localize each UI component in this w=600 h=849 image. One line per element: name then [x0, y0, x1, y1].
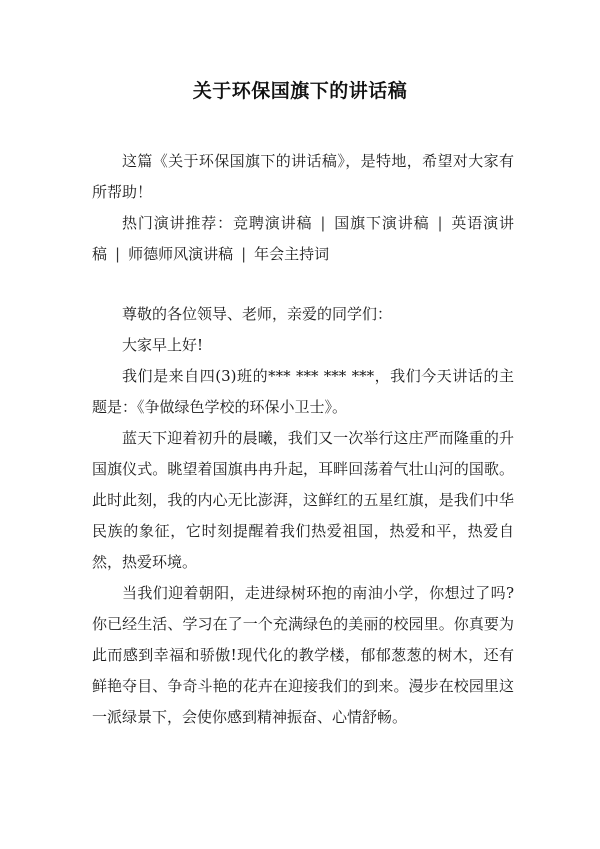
intro-paragraph: 这篇《关于环保国旗下的讲话稿》，是特地，希望对大家有所帮助！ [92, 152, 514, 201]
topic-paragraph: 我们是来自四(3)班的*** *** *** ***，我们今天讲话的主题是：《争做绿色学校的环保小卫士》。 [92, 367, 514, 416]
recommend-link-annual-host[interactable]: 年会主持词 [254, 245, 330, 263]
campus-paragraph: 当我们迎着朝阳，走进绿树环抱的南油小学，你想过了吗?你已经生活、学习在了一个充满绿色的美丽的校园里。你真要为此而感到幸福和骄傲!现代化的教学楼，郁郁葱葱的树木，还有鲜艳夺目、争奇斗艳的花卉在迎接我们的到来。漫步在校园里这一派绿景下，会使你感到精神振奋、心情舒畅。 [92, 584, 514, 726]
recommend-separator: | [437, 214, 443, 232]
recommend-link-english-speech[interactable]: 英语演讲稿 [92, 214, 514, 263]
salutation-paragraph: 尊敬的各位领导、老师，亲爱的同学们： [122, 305, 393, 323]
greeting-paragraph: 大家早上好! [122, 336, 204, 354]
recommend-link-competition[interactable]: 竞聘演讲稿 [233, 214, 313, 232]
recommend-separator: | [320, 214, 326, 232]
recommend-line [92, 208, 514, 270]
recommend-separator: | [115, 245, 121, 263]
document-body [92, 146, 514, 733]
recommend-link-flag-speech[interactable]: 国旗下演讲稿 [333, 214, 430, 232]
flag-ceremony-paragraph: 蓝天下迎着初升的晨曦，我们又一次举行这庄严而隆重的升国旗仪式。眺望着国旗冉冉升起，耳畔回荡着气壮山河的国歌。此时此刻，我的内心无比澎湃，这鲜红的五星红旗，是我们中华民族的象征，它时刻提醒着我们热爱祖国，热爱和平，热爱自然，热爱环境。 [92, 429, 514, 571]
document-title: 关于环保国旗下的讲话稿 [192, 80, 408, 102]
recommend-separator: | [241, 245, 247, 263]
recommend-link-teacher-ethics[interactable]: 师德师风演讲稿 [128, 245, 234, 263]
recommend-label: 热门演讲推荐： [122, 214, 234, 232]
